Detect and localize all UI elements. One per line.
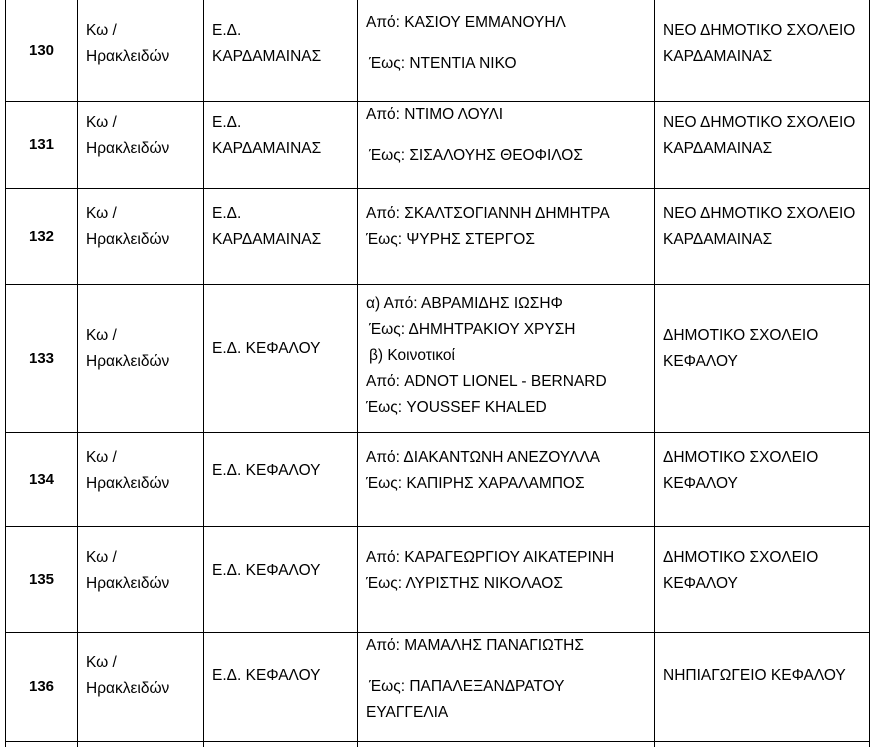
row-number: 133 (6, 284, 78, 432)
polling-place-cell (655, 632, 870, 741)
range-line: Έως: ΣΙΣΑΛΟΥΗΣ ΘΕΟΦΙΛΟΣ (369, 146, 583, 164)
place-line: ΚΑΡΔΑΜΑΙΝΑΣ (663, 48, 773, 65)
table-row (6, 432, 870, 526)
range-line: α) Από: ΑΒΡΑΜΙΔΗΣ ΙΩΣΗΦ (366, 294, 563, 312)
voter-range-cell (358, 632, 655, 741)
region-line: Ηρακλειδών (86, 230, 170, 248)
range-line: Έως: ΝΤΕΝΤΙΑ ΝΙΚΟ (369, 55, 517, 72)
row-number: 131 (6, 101, 78, 188)
range-line: Έως: ΚΑΠΙΡΗΣ ΧΑΡΑΛΑΜΠΟΣ (366, 474, 585, 492)
unit-line: Ε.Δ. ΚΕΦΑΛΟΥ (212, 461, 321, 479)
region-line: Κω / (86, 548, 117, 566)
place-line: ΚΕΦΑΛΟΥ (663, 474, 738, 492)
row-number: 132 (6, 188, 78, 284)
polling-place-cell (655, 526, 870, 632)
range-line: Από: ADNOT LIONEL - BERNARD (366, 372, 607, 390)
unit-line: ΚΑΡΔΑΜΑΙΝΑΣ (212, 48, 322, 65)
range-line: Από: ΔΙΑΚΑΝΤΩΝΗ ΑΝΕΖΟΥΛΛΑ (366, 448, 601, 466)
unit-cell (204, 0, 358, 101)
range-line: β) Κοινοτικοί (369, 346, 455, 364)
place-line: ΝΕΟ ΔΗΜΟΤΙΚΟ ΣΧΟΛΕΙΟ (663, 204, 856, 222)
region-line: Κω / (86, 204, 117, 222)
unit-cell (204, 632, 358, 741)
table-row (6, 741, 870, 747)
region-line: Κω / (86, 326, 117, 344)
unit-line: ΚΑΡΔΑΜΑΙΝΑΣ (212, 139, 322, 157)
polling-place-cell (655, 284, 870, 432)
voter-range-cell (358, 284, 655, 432)
voter-range-cell (358, 741, 655, 747)
unit-cell (204, 526, 358, 632)
range-line: ΕΥΑΓΓΕΛΙΑ (366, 703, 449, 721)
table-row (6, 0, 870, 101)
voter-range-cell (358, 188, 655, 284)
region-line: Κω / (86, 113, 117, 131)
place-line: ΔΗΜΟΤΙΚΟ ΣΧΟΛΕΙΟ (663, 326, 819, 344)
region-line: Ηρακλειδών (86, 574, 170, 592)
unit-line: Ε.Δ. (212, 22, 242, 39)
row-number: 130 (6, 0, 78, 101)
place-line: ΚΕΦΑΛΟΥ (663, 352, 738, 370)
polling-stations-table (5, 0, 870, 747)
unit-cell (204, 284, 358, 432)
range-line: Έως: ΠΑΠΑΛΕΞΑΝΔΡΑΤΟΥ (369, 677, 565, 695)
unit-line: Ε.Δ. ΚΕΦΑΛΟΥ (212, 339, 321, 357)
place-line: ΚΕΦΑΛΟΥ (663, 574, 738, 592)
unit-line: Ε.Δ. ΚΕΦΑΛΟΥ (212, 561, 321, 579)
place-line: ΝΗΠΙΑΓΩΓΕΙΟ ΚΕΦΑΛΟΥ (663, 666, 846, 684)
region-cell (78, 526, 204, 632)
place-line: ΚΑΡΔΑΜΑΙΝΑΣ (663, 230, 773, 248)
region-cell (78, 632, 204, 741)
polling-place-cell (655, 101, 870, 188)
voter-range-cell (358, 101, 655, 188)
voter-range-cell (358, 526, 655, 632)
unit-line: Ε.Δ. (212, 113, 242, 131)
range-line: Από: ΚΑΣΙΟΥ ΕΜΜΑΝΟΥΗΛ (366, 14, 566, 31)
range-line: Έως: ΔΗΜΗΤΡΑΚΙΟΥ ΧΡΥΣΗ (369, 320, 576, 338)
voter-range-cell (358, 432, 655, 526)
region-cell (78, 101, 204, 188)
place-line: ΝΕΟ ΔΗΜΟΤΙΚΟ ΣΧΟΛΕΙΟ (663, 113, 856, 131)
row-number: 134 (6, 432, 78, 526)
row-number: 135 (6, 526, 78, 632)
place-line: ΔΗΜΟΤΙΚΟ ΣΧΟΛΕΙΟ (663, 548, 819, 566)
region-cell (78, 284, 204, 432)
polling-place-cell (655, 0, 870, 101)
place-line: ΝΕΟ ΔΗΜΟΤΙΚΟ ΣΧΟΛΕΙΟ (663, 22, 856, 39)
range-line: Από: ΝΤΙΜΟ ΛΟΥΛΙ (366, 105, 504, 123)
voter-range-cell (358, 0, 655, 101)
range-line: Έως: YOUSSEF KHALED (366, 398, 547, 416)
region-cell (78, 188, 204, 284)
polling-place-cell (655, 188, 870, 284)
range-line: Έως: ΨΥΡΗΣ ΣΤΕΡΓΟΣ (366, 230, 535, 248)
table-row (6, 188, 870, 284)
row-number (6, 741, 78, 747)
range-line: Από: ΜΑΜΑΛΗΣ ΠΑΝΑΓΙΩΤΗΣ (366, 636, 584, 654)
place-line: ΚΑΡΔΑΜΑΙΝΑΣ (663, 139, 773, 157)
table-row (6, 284, 870, 432)
region-line: Κω / (86, 653, 117, 671)
region-line: Ηρακλειδών (86, 474, 170, 492)
region-cell (78, 432, 204, 526)
table-row (6, 101, 870, 188)
region-line: Ηρακλειδών (86, 352, 170, 370)
unit-cell (204, 432, 358, 526)
unit-line: Ε.Δ. (212, 204, 242, 222)
polling-place-cell (655, 741, 870, 747)
unit-line: ΚΑΡΔΑΜΑΙΝΑΣ (212, 230, 322, 248)
place-line: ΔΗΜΟΤΙΚΟ ΣΧΟΛΕΙΟ (663, 448, 819, 466)
unit-cell (204, 741, 358, 747)
region-line: Κω / (86, 448, 117, 466)
region-cell (78, 0, 204, 101)
unit-cell (204, 101, 358, 188)
unit-line: Ε.Δ. ΚΕΦΑΛΟΥ (212, 666, 321, 684)
row-number: 136 (6, 632, 78, 741)
region-line: Ηρακλειδών (86, 679, 170, 697)
region-line: Ηρακλειδών (86, 48, 170, 65)
range-line: Έως: ΛΥΡΙΣΤΗΣ ΝΙΚΟΛΑΟΣ (366, 574, 563, 592)
range-line: Από: ΚΑΡΑΓΕΩΡΓΙΟΥ ΑΙΚΑΤΕΡΙΝΗ (366, 548, 615, 566)
polling-place-cell (655, 432, 870, 526)
table-row (6, 632, 870, 741)
region-line: Κω / (86, 22, 117, 39)
range-line: Από: ΣΚΑΛΤΣΟΓΙΑΝΝΗ ΔΗΜΗΤΡΑ (366, 204, 610, 222)
unit-cell (204, 188, 358, 284)
region-cell (78, 741, 204, 747)
region-line: Ηρακλειδών (86, 139, 170, 157)
table-row (6, 526, 870, 632)
